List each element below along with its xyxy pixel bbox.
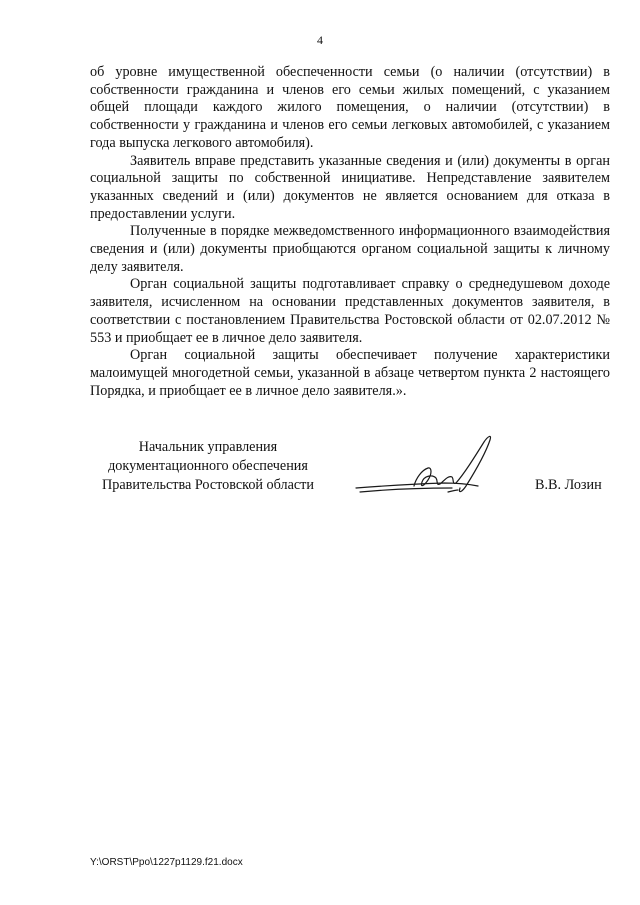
- signatory-title-line1: Начальник управления: [138, 439, 278, 455]
- paragraph-3: Полученные в порядке межведомственного информационного взаимодействия сведения и (или) документы приобщаются органом социальной защиты к личному делу заявителя.: [90, 223, 610, 275]
- paragraph-1: об уровне имущественной обеспеченности семьи (о наличии (отсутствии) в собственности гражданина и членов его семьи жилых помещений, с указанием общей площади каждого жилого помещения, о наличии (отсутствии) в собственности у гражданина и членов его семьи легковых автомобилей, с указанием года выпуска легкового автомобиля).: [90, 64, 610, 151]
- signatory-name: В.В. Лозин: [535, 477, 602, 493]
- handwritten-signature: [352, 428, 502, 510]
- signatory-title: [90, 438, 326, 495]
- paragraph-2: Заявитель вправе представить указанные сведения и (или) документы в орган социальной защиты по собственной инициативе. Непредставление заявителем указанных сведений и (или) документов не является основанием для отказа в предоставлении услуги.: [90, 152, 610, 222]
- paragraph-5: Орган социальной защиты обеспечивает получение характеристики малоимущей многодетной семьи, указанной в абзаце четвертом пункта 2 настоящего Порядка, и приобщает ее в личное дело заявителя.».: [90, 347, 610, 399]
- signatory-title-line3: Правительства Ростовской области: [102, 477, 314, 493]
- footer-file-path: Y:\ORST\Ppo\1227p1129.f21.docx: [90, 857, 243, 868]
- body-text: [90, 64, 610, 400]
- signatory-title-line2: документационного обеспечения: [108, 458, 308, 474]
- paragraph-4: Орган социальной защиты подготавливает справку о среднедушевом доходе заявителя, исчисленном на основании представленных документов заявителя, в соответствии с постановлением Правительства Ростовской области от 02.07.2012 № 553 и приобщает ее в личное дело заявителя.: [90, 276, 610, 346]
- page-number: 4: [317, 33, 323, 47]
